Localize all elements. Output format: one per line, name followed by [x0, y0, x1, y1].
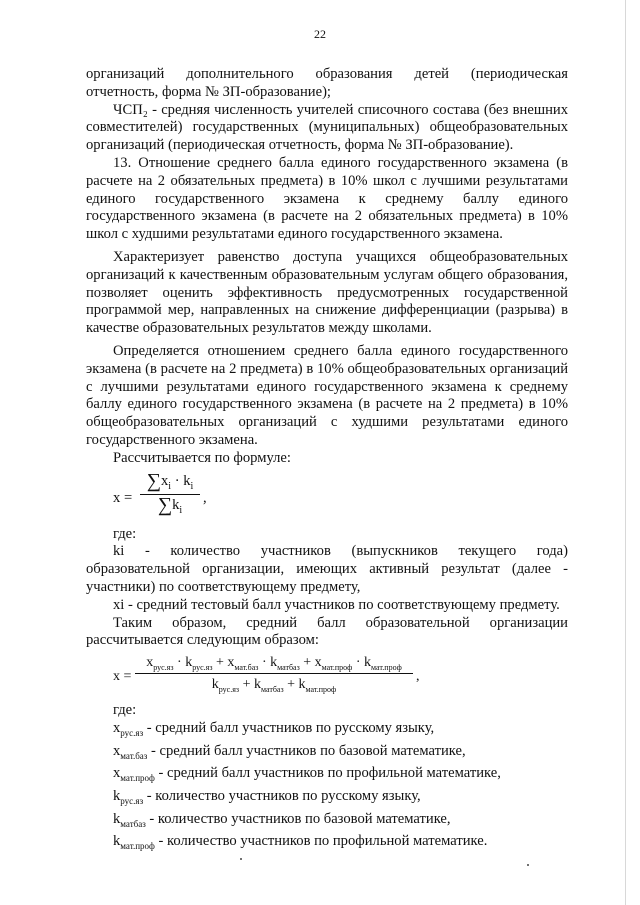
- formula-denominator: $k_{рус.яз} + k_{матбаз} + k_{мат.проф}$: [211, 677, 337, 694]
- variable-legend: [86, 720, 568, 856]
- legend-item: $k_{мат.проф}$ - количество участников по профильной математике.: [113, 833, 488, 852]
- page-edge: [625, 0, 626, 905]
- formula-numerator: $x_{рус.яз} \cdot k_{рус.яз} + x_{мат.баз} \cdot k_{матбаз} + x_{мат.проф} \cdot k_{мат.проф}$: [146, 655, 402, 672]
- paragraph: 13. Отношение среднего балла единого государственного экзамена (в расчете на 2 обязательных предмета) в 10% школ с лучшими результатами единого государственного экзамена к среднему баллу единого государственного экзамена (в расчете на 2 обязательных предмета) в 10% школ с худшими результатами единого государственного экзамена.: [86, 154, 568, 243]
- scan-speck: [527, 864, 529, 866]
- formula-numerator: $\sum x_i \cdot k_i$: [146, 469, 194, 492]
- legend-item: $k_{рус.яз}$ - количество участников по русскому языку,: [113, 788, 421, 806]
- legend-item: $x_{мат.проф}$ - средний балл участников по профильной математике,: [113, 765, 501, 784]
- paragraph: Определяется отношением среднего балла единого государственного экзамена (в расчете на 2 предмета) в 10% общеобразовательных организаций с лучшими результатами единого государственного экзамена к среднему баллу единого государственного экзамена (в расчете на 2 предмета) в 10% общеобразовательных организаций с худшими результатами единого государственного экзамена.: [86, 342, 568, 448]
- formula-school-average: x = $x_{рус.яз} \cdot k_{рус.яз} + x_{мат.баз} \cdot k_{матбаз} + x_{мат.проф} \cdot k_{мат.проф}$ $k_{рус.яз} + k_{матбаз} + k_{мат.проф}$ ,: [113, 654, 568, 700]
- paragraph: где:: [113, 702, 137, 719]
- legend-item: $x_{мат.баз}$ - средний балл участников по базовой математике,: [113, 742, 466, 761]
- definition-xi: xi - средний тестовый балл участников по соответствующему предмету.: [113, 596, 560, 613]
- formula-denominator: $\sum k_i$: [157, 493, 183, 516]
- paragraph: ЧСП₂ - средняя численность учителей списочного состава (без внешних совместителей) государственных (муниципальных) общеобразовательных организаций (периодическая отчетность, форма № ЗП-образование).: [86, 101, 568, 154]
- definition-ki: ki - количество участников (выпускников текущего года) образовательной организации, имеющих активный результат (далее - участники) по соответствующему предмету,: [86, 543, 568, 595]
- document-body: [86, 66, 568, 856]
- paragraph: организаций дополнительного образования детей (периодическая отчетность, форма № ЗП-образование);: [86, 66, 568, 100]
- paragraph: Характеризует равенство доступа учащихся общеобразовательных организаций к качественным образовательным услугам общего образования, позволяет оценить эффективность предусмотренных государственной программой мер, направленных на снижение дифференциации (разрыва) в качестве образовательных результатов между школами.: [86, 248, 568, 337]
- legend-item: $x_{рус.яз}$ - средний балл участников по русскому языку,: [113, 719, 435, 738]
- paragraph: Таким образом, средний балл образовательной организации рассчитывается следующим образом:: [86, 614, 568, 649]
- fraction-bar: [135, 673, 413, 674]
- formula-lhs: x =: [113, 669, 132, 685]
- legend-item: $k_{матбаз}$ - количество участников по базовой математике,: [113, 810, 451, 829]
- formula-lhs: x =: [113, 489, 133, 506]
- paragraph: где:: [113, 525, 137, 542]
- page-number: 22: [314, 27, 326, 41]
- paragraph: Рассчитывается по формуле:: [113, 449, 291, 466]
- formula-average-score: x = $\sum x_i \cdot k_i$ $\sum k_i$ ,: [113, 470, 568, 526]
- scan-speck: [240, 858, 242, 860]
